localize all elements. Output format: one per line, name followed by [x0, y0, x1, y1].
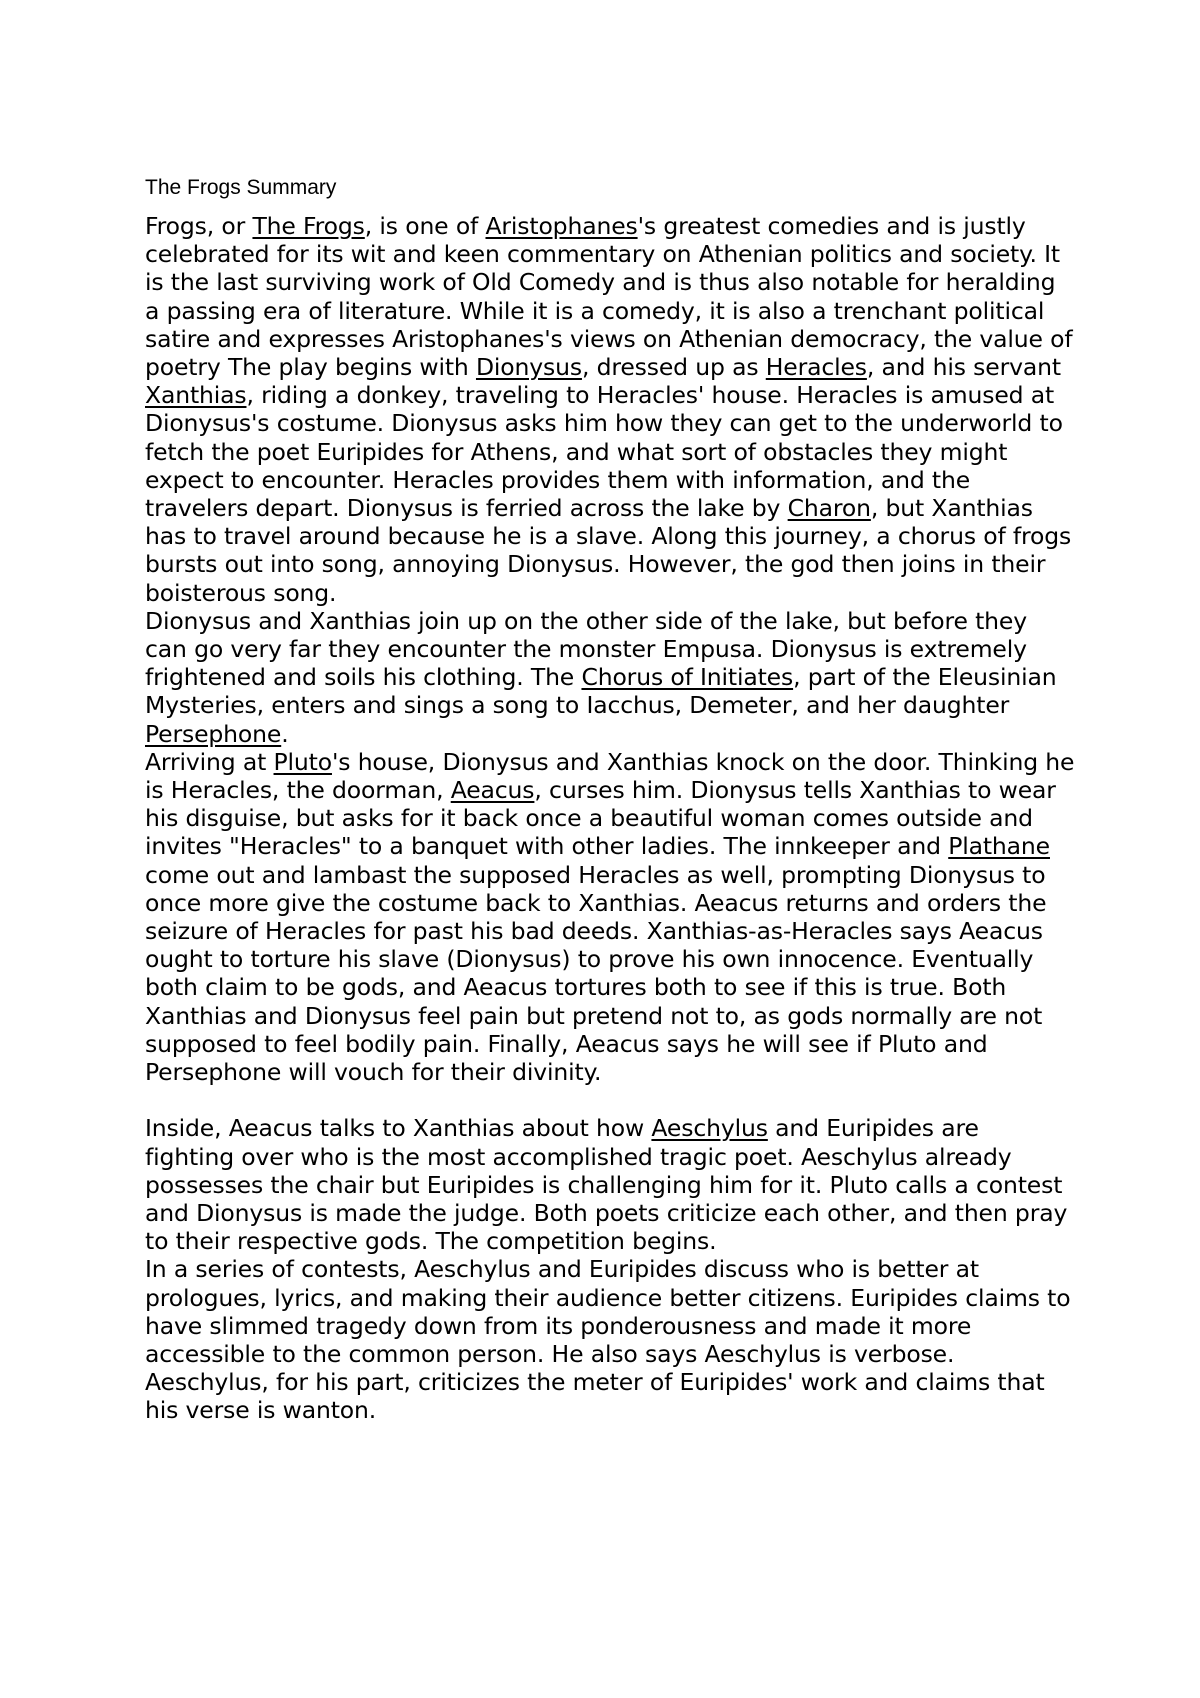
paragraph-text: 's house, Dionysus and Xanthias knock on the door. Thinking he is Heracles, the doorman,: [145, 747, 1075, 805]
paragraph-text: Dionysus and Xanthias join up on the other side of the lake, but before they can go very far they encounter the monster Empusa. Dionysus is extremely frightened and soils his clothing. The: [145, 606, 1027, 692]
page-title: The Frogs Summary: [145, 176, 337, 199]
paragraph-text: Frogs, or: [145, 212, 253, 240]
paragraph-text: In a series of contests, Aeschylus and Euripides discuss who is better at prologues, lyrics, and making their audience better citizens. Euripides claims to have slimmed tragedy down from its ponderousness and made it more accessible to the common person. He also says Aeschylus is verbose. Aeschylus, for his part, criticizes the meter of Euripides' work and claims that his verse is wanton.: [145, 1255, 1071, 1425]
paragraph-text: .: [281, 719, 289, 748]
link-chorus-of-initiates[interactable]: Chorus of Initiates: [581, 663, 794, 692]
document-body: [145, 212, 1075, 1425]
link-heracles[interactable]: Heracles: [765, 353, 867, 382]
paragraph-text: , riding a donkey, traveling to Heracles' house. Heracles is amused at Dionysus's costume. Dionysus asks him how they can get to the underworld to fetch the poet Euripides for Athens, and what sort of obstacles they might expect to encounter. Heracles provides them with information, and the travelers depart. Dionysus is ferried across the lake by: [145, 381, 1063, 523]
paragraph-text: Inside, Aeacus talks to Xanthias about how: [145, 1114, 652, 1143]
paragraph: [145, 748, 1075, 1086]
paragraph: [145, 1255, 1075, 1424]
link-dionysus[interactable]: Dionysus: [475, 353, 582, 382]
paragraph-text: , curses him. Dionysus tells Xanthias to wear his disguise, but asks for it back once a beautiful woman comes outside and invites "Heracles" to a banquet with other ladies. The innkeeper and: [145, 776, 1056, 861]
paragraph: [145, 607, 1075, 748]
paragraph: [145, 212, 1075, 607]
paragraph-text: 's greatest comedies and is justly celebrated for its wit and keen commentary on Athenian politics and society. It is the last surviving work of Old Comedy and is thus also notable for heralding a passing era of literature. While it is a comedy, it is also a trenchant political satire and expresses Aristophanes's views on Athenian democracy, the value of poetry The play begins with: [145, 212, 1073, 382]
link-aristophanes[interactable]: Aristophanes: [485, 212, 638, 240]
link-plathane[interactable]: Plathane: [948, 832, 1050, 861]
link-aeschylus[interactable]: Aeschylus: [651, 1114, 768, 1143]
link-the-frogs[interactable]: The Frogs: [252, 212, 365, 240]
paragraph: [145, 1114, 1075, 1255]
paragraph-text: , part of the Eleusinian Mysteries, enters and sings a song to Iacchus, Demeter, and her daughter: [145, 663, 1057, 720]
link-xanthias[interactable]: Xanthias: [145, 381, 247, 410]
paragraph-text: , dressed up as: [581, 353, 766, 382]
paragraph-text: Arriving at: [145, 747, 274, 776]
link-charon[interactable]: Charon: [787, 494, 871, 523]
link-pluto[interactable]: Pluto: [273, 747, 332, 776]
paragraph-text: , is one of: [364, 212, 486, 240]
document-page: [145, 174, 1075, 1425]
paragraph-spacer: [145, 1086, 1075, 1114]
paragraph-text: come out and lambast the supposed Heracles as well, prompting Dionysus to once more give the costume back to Xanthias. Aeacus returns and orders the seizure of Heracles for past his bad deeds. Xanthias-as-Heracles says Aeacus ought to torture his slave (Dionysus) to prove his own innocence. Eventually both claim to be gods, and Aeacus tortures both to see if this is true. Both Xanthias and Dionysus feel pain but pretend not to, as gods normally are not supposed to feel bodily pain. Finally, Aeacus says he will see if Pluto and Persephone will vouch for their divinity.: [145, 860, 1047, 1087]
paragraph-text: , but Xanthias has to travel around because he is a slave. Along this journey, a chorus of frogs bursts out into song, annoying Dionysus. However, the god then joins in their boisterous song.: [145, 494, 1072, 607]
paragraph-text: , and his servant: [866, 353, 1061, 382]
link-aeacus[interactable]: Aeacus: [450, 776, 535, 805]
paragraph-text: and Euripides are fighting over who is the most accomplished tragic poet. Aeschylus already possesses the chair but Euripides is challenging him for it. Pluto calls a contest and Dionysus is made the judge. Both poets criticize each other, and then pray to their respective gods. The competition begins.: [145, 1114, 1068, 1256]
link-persephone[interactable]: Persephone: [145, 719, 282, 748]
